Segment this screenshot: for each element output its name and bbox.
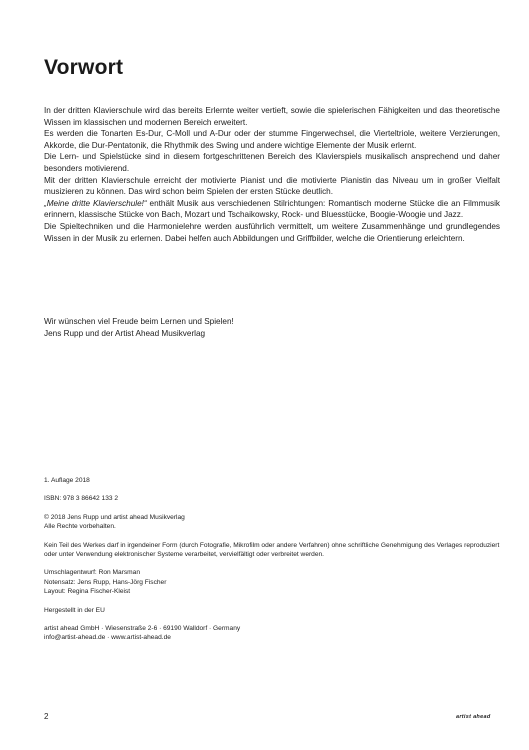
- layout-credit: Layout: Regina Fischer-Kleist: [44, 588, 131, 596]
- isbn-line: ISBN: 978 3 86642 133 2: [44, 495, 119, 503]
- edition-line: 1. Auflage 2018: [44, 477, 90, 484]
- cover-design-credit: Umschlagentwurf: Ron Marsman: [44, 569, 141, 577]
- book-title-quote: „Meine dritte Klavierschule!“: [44, 198, 147, 208]
- foreword-text: enthält Musik aus verschiedenen Stilrichtungen: Romantisch moderne Stücke die an Filmmusik erinnern, klassische Stücke von Bach, Mozart und Tschaikowsky, Rock- und Bluesstücke, Boogie-Woogie und Jazz.: [44, 198, 500, 220]
- made-in-line: Hergestellt in der EU: [44, 606, 105, 614]
- publisher-address: artist ahead GmbH · Wiesenstraße 2-6 · 69190 Walldorf · Germany: [44, 625, 241, 633]
- foreword-paragraph: Mit der dritten Klavierschule erreicht der motivierte Pianist und die motivierte Pianistin das Niveau um in großer Vielfalt musizieren zu können. Das wird schon beim Spielen der ersten Stücke deutlich.: [44, 175, 500, 197]
- typesetting-credit: Notensatz: Jens Rupp, Hans-Jörg Fischer: [44, 578, 167, 586]
- closing-signature: Jens Rupp und der Artist Ahead Musikverlag: [44, 328, 206, 338]
- publisher-logo: artist ahead: [456, 714, 491, 720]
- page-number: 2: [44, 712, 49, 721]
- rights-line: Alle Rechte vorbehalten.: [44, 523, 116, 531]
- closing-wish: Wir wünschen viel Freude beim Lernen und Spielen!: [44, 317, 234, 326]
- foreword-closing: [44, 316, 234, 339]
- publisher-contact: info@artist-ahead.de · www.artist-ahead.de: [44, 634, 171, 642]
- copyright-line: © 2018 Jens Rupp und artist ahead Musikverlag: [44, 513, 185, 521]
- foreword-paragraph: Es werden die Tonarten Es-Dur, C-Moll und A-Dur oder der stumme Fingerwechsel, die Vierteltriole, weitere Verzierungen, Akkorde, die Dur-Pentatonik, die Rhythmik des Swing und andere wichtige Elemente der Musik erlernt.: [44, 129, 500, 150]
- foreword-body: [44, 105, 500, 244]
- foreword-paragraph: In der dritten Klavierschule wird das bereits Erlernte weiter vertieft, sowie die spielerischen Fähigkeiten und das theoretische Wissen im klassischen und modernen Bereich erweitert.: [44, 106, 500, 127]
- foreword-paragraph: Die Spieltechniken und die Harmonielehre werden ausführlich vermittelt, um weitere Zusammenhänge und grundlegendes Wissen in der Musik zu erlernen. Dabei helfen auch Abbildungen und Griffbilder, welche die Orientierung erleichtern.: [44, 221, 500, 243]
- imprint-block: [44, 476, 504, 643]
- foreword-paragraph: Die Lern- und Spielstücke sind in diesem fortgeschrittenen Bereich des Klavierspiels musikalisch ansprechend und daher besonders motivierend.: [44, 152, 500, 173]
- legal-notice: Kein Teil des Werkes darf in irgendeiner Form (durch Fotografie, Mikrofilm oder andere Verfahren) ohne schriftliche Genehmigung des Verlages reproduziert oder unter Verwendung elektronischer Systeme verarbeitet, vervielfältigt oder verbreitet werden.: [44, 541, 500, 559]
- page-title: Vorwort: [44, 56, 124, 79]
- foreword-paragraph: [44, 198, 500, 221]
